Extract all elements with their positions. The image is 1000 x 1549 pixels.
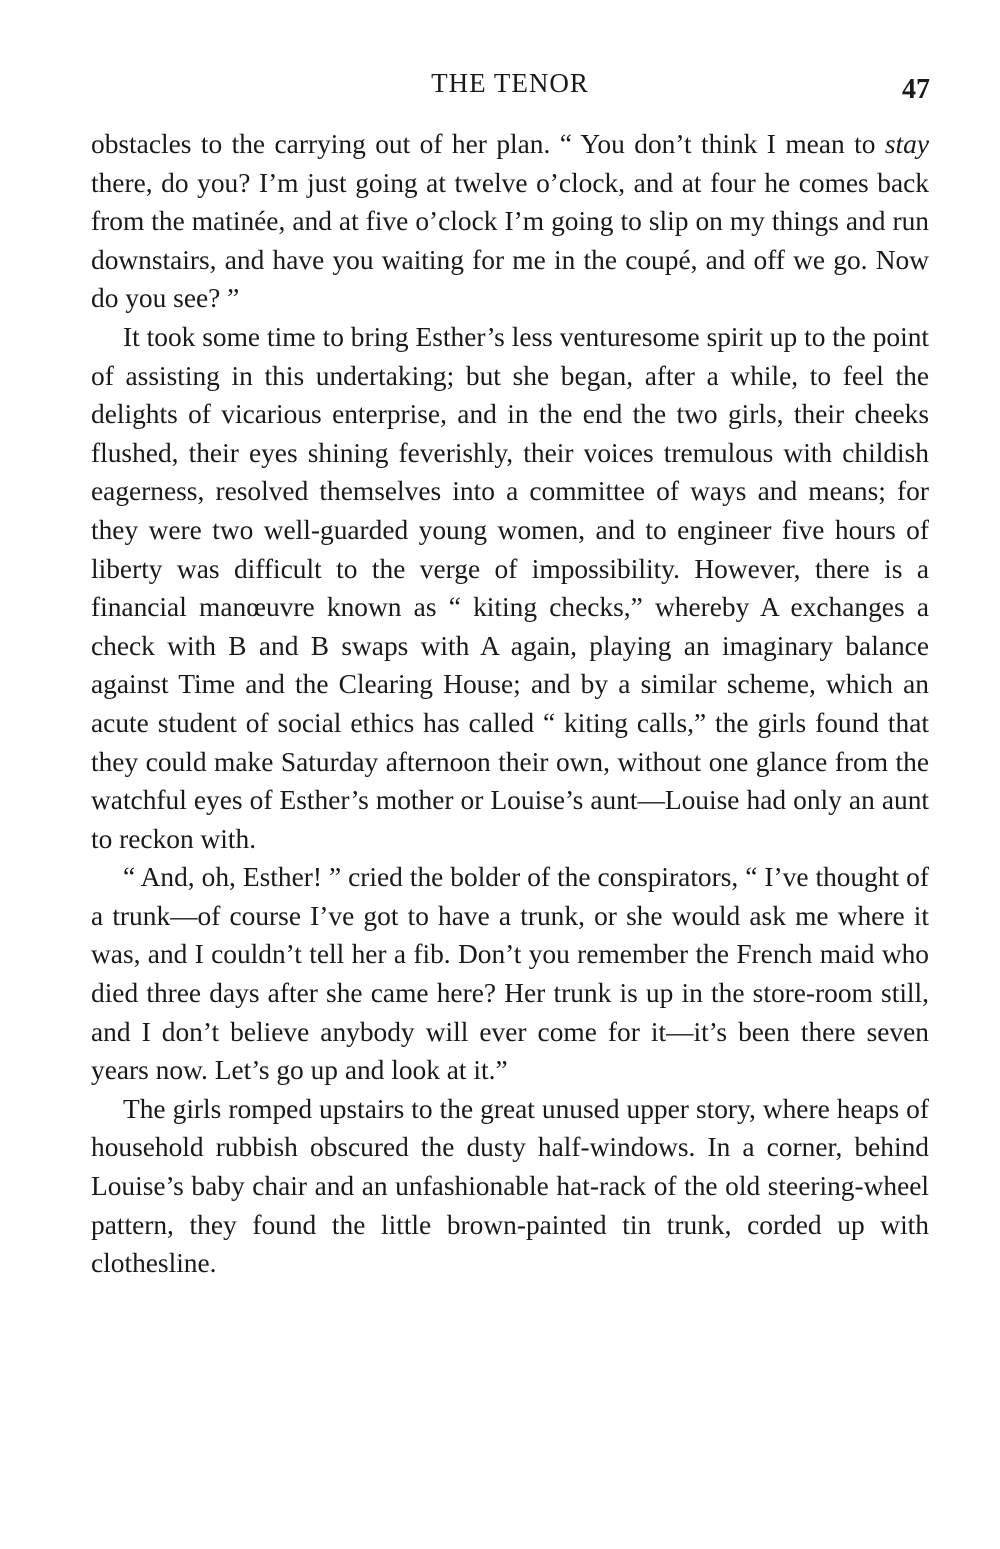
page-number: 47: [902, 74, 930, 105]
running-title: THE TENOR: [431, 68, 589, 98]
body-text: [91, 125, 929, 1283]
paragraph-2: It took some time to bring Esther’s less venturesome spirit up to the point of assisting in this undertaking; but she began, after a while, to feel the delights of vicarious enterprise, and in the end the two girls, their cheeks flushed, their eyes shining feverishly, their voices tremulous with childish eagerness, resolved themselves into a committee of ways and means; for they were two well-guarded young women, and to engineer five hours of liberty was difficult to the verge of impossibility. However, there is a financial manœuvre known as “ kiting checks,” whereby A exchanges a check with B and B swaps with A again, playing an imaginary balance against Time and the Clearing House; and by a similar scheme, which an acute student of social ethics has called “ kiting calls,” the girls found that they could make Saturday afternoon their own, without one glance from the watchful eyes of Esther’s mother or Louise’s aunt—Louise had only an aunt to reckon with.: [91, 321, 929, 854]
paragraph-4: The girls romped upstairs to the great unused upper story, where heaps of household rubbish obscured the dusty half-windows. In a corner, behind Louise’s baby chair and an unfashionable hat-rack of the old steering-wheel pattern, they found the little brown-painted tin trunk, corded up with clothesline.: [91, 1093, 929, 1279]
paragraph-1-emphasis: stay: [884, 129, 929, 159]
paragraph-3: “ And, oh, Esther! ” cried the bolder of the conspirators, “ I’ve thought of a trunk—of course I’ve got to have a trunk, or she would ask me where it was, and I couldn’t tell her a fib. Don’t you remember the French maid who died three days after she came here? Her trunk is up in the store-room still, and I don’t believe anybody will ever come for it—it’s been there seven years now. Let’s go up and look at it.”: [91, 862, 929, 1086]
paragraph-1-part-2: there, do you? I’m just going at twelve o’clock, and at four he comes back from the matinée, and at five o’clock I’m going to slip on my things and run downstairs, and have you waiting for me in the coupé, and off we go. Now do you see? ”: [91, 167, 929, 314]
paragraph-1-part-1: obstacles to the carrying out of her plan. “ You don’t think I mean to: [91, 129, 885, 159]
paragraph-1: [91, 125, 929, 318]
running-head: [0, 68, 1000, 108]
